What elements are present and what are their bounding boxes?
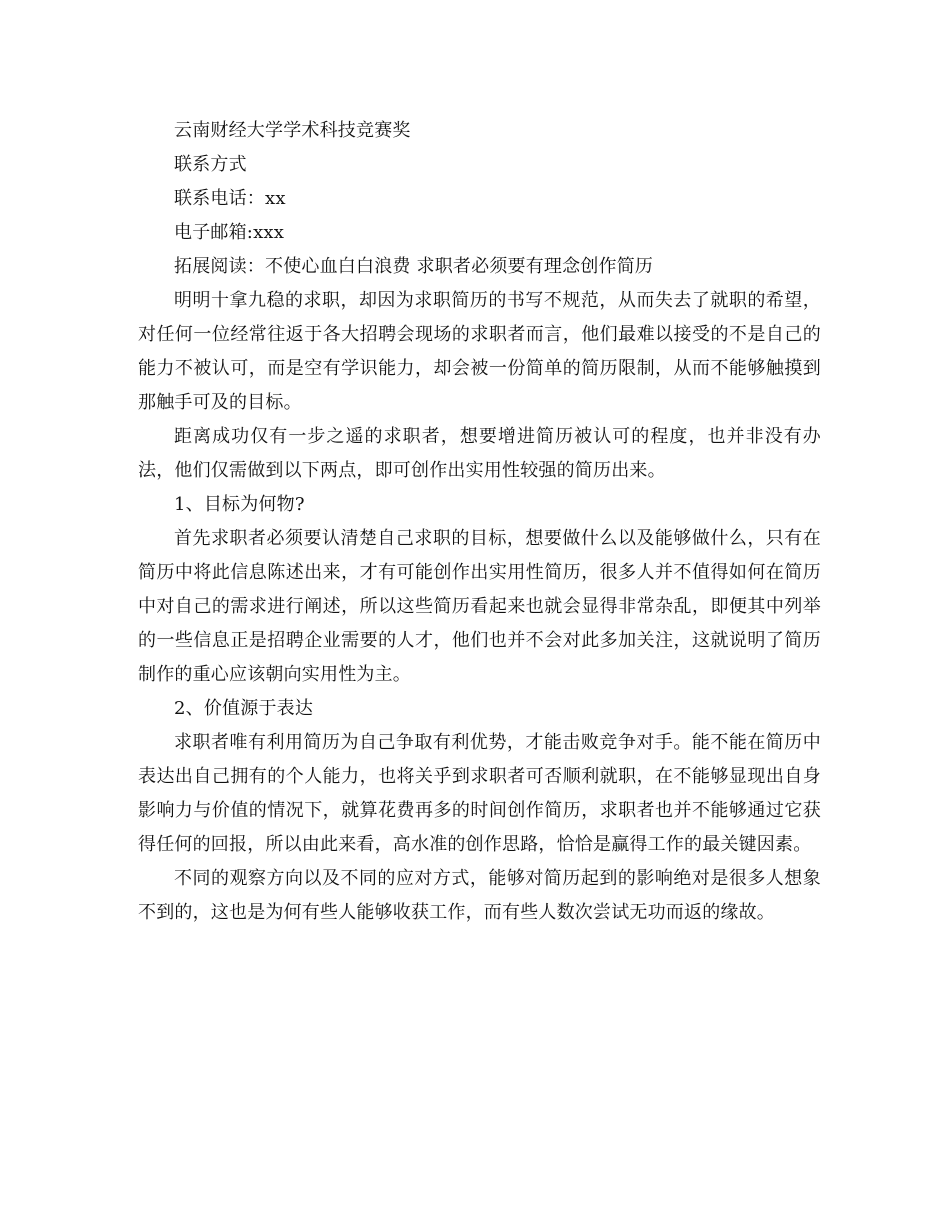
award-line: 云南财经大学学术科技竞赛奖 <box>174 120 411 141</box>
paragraph-intro: 明明十拿九稳的求职，却因为求职简历的书写不规范，从而失去了就职的希望，对任何一位经常往返于各大招聘会现场的求职者而言，他们最难以接受的不是自己的能力不被认可，而是空有学识能力，却会被一份简单的简历限制，从而不能够触摸到那触手可及的目标。 <box>138 290 821 413</box>
paragraph-goal: 首先求职者必须要认清楚自己求职的目标，想要做什么以及能够做什么，只有在简历中将此信息陈述出来，才有可能创作出实用性简历，很多人并不值得如何在简历中对自己的需求进行阐述，所以这些简历看起来也就会显得非常杂乱，即便其中列举的一些信息正是招聘企业需要的人才，他们也并不会对此多加关注，这就说明了简历制作的重心应该朝向实用性为主。 <box>138 528 821 685</box>
paragraph-conclusion: 不同的观察方向以及不同的应对方式，能够对简历起到的影响绝对是很多人想象不到的，这也是为何有些人能够收获工作，而有些人数次尝试无功而返的缘故。 <box>138 868 821 923</box>
extended-reading-title: 拓展阅读：不使心血白白浪费 求职者必须要有理念创作简历 <box>174 256 654 277</box>
paragraph-two-points: 距离成功仅有一步之遥的求职者，想要增进简历被认可的程度，也并非没有办法，他们仅需做到以下两点，即可创作出实用性较强的简历出来。 <box>138 426 821 481</box>
contact-phone: 联系电话：xx <box>174 188 286 209</box>
contact-email: 电子邮箱:xxx <box>174 222 285 243</box>
contact-heading: 联系方式 <box>174 154 247 175</box>
document-body <box>138 114 821 930</box>
section-heading-goal: 1、目标为何物? <box>174 494 305 515</box>
section-heading-value: 2、价值源于表达 <box>174 698 314 719</box>
paragraph-value: 求职者唯有利用简历为自己争取有利优势，才能击败竞争对手。能不能在简历中表达出自己拥有的个人能力，也将关乎到求职者可否顺利就职，在不能够显现出自身影响力与价值的情况下，就算花费再多的时间创作简历，求职者也并不能够通过它获得任何的回报，所以由此来看，高水准的创作思路，恰恰是赢得工作的最关键因素。 <box>138 732 821 855</box>
